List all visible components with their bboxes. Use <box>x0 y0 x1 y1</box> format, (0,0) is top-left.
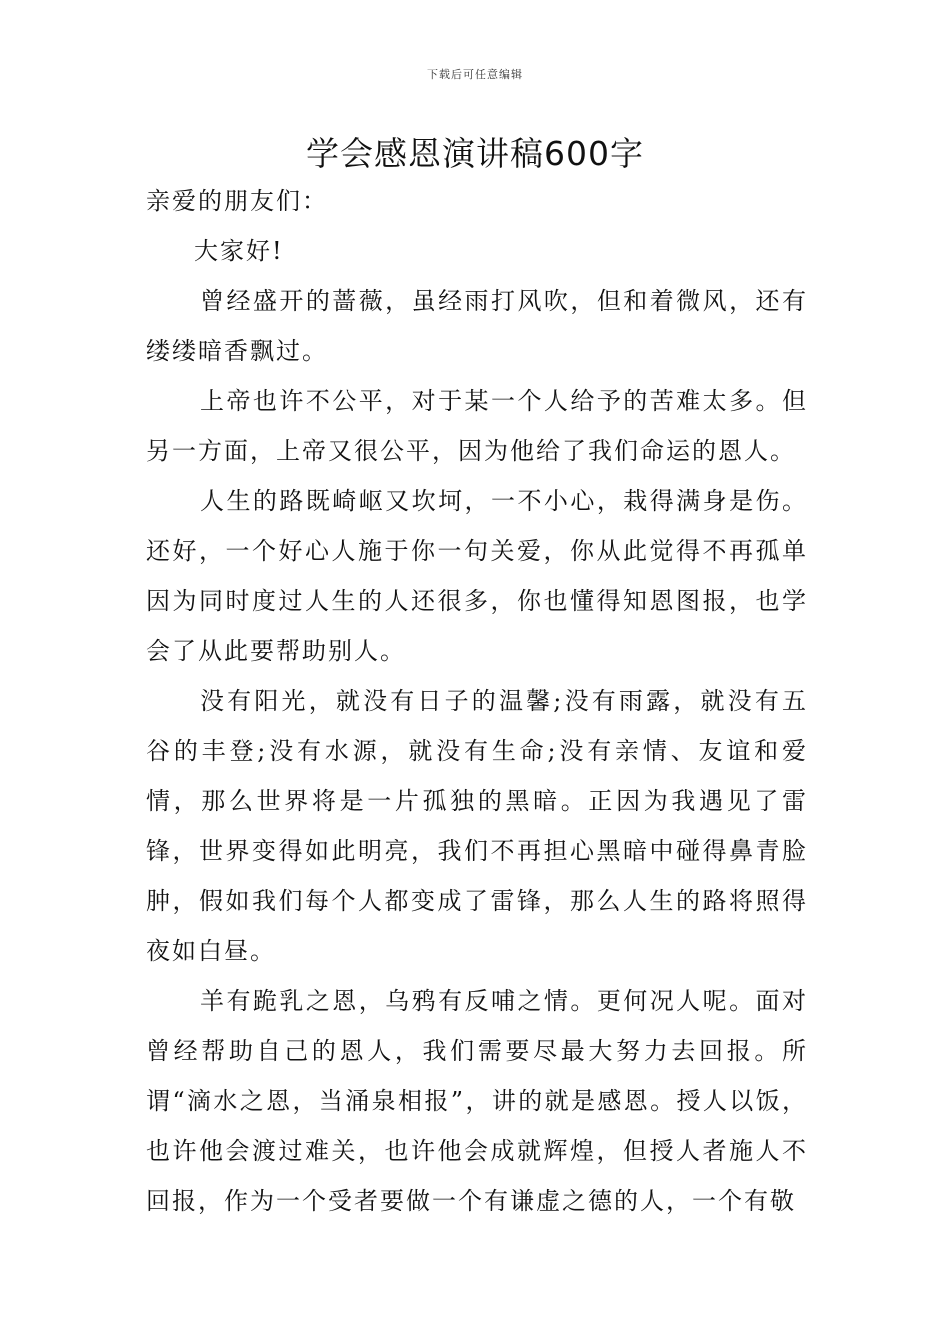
paragraph-1: 曾经盛开的蔷薇，虽经雨打风吹，但和着微风，还有缕缕暗香飘过。 <box>146 287 808 365</box>
paragraph-3: 人生的路既崎岖又坎坷，一不小心，栽得满身是伤。还好，一个好心人施于你一句关爱，你从此觉得不再孤单因为同时度过人生的人还很多，你也懂得知恩图报，也学会了从此要帮助别人。 <box>146 487 808 665</box>
greeting: 大家好! <box>194 237 284 265</box>
paragraph-4: 没有阳光，就没有日子的温馨;没有雨露，就没有五谷的丰登;没有水源，就没有生命;没有亲情、友谊和爱情，那么世界将是一片孤独的黑暗。正因为我遇见了雷锋，世界变得如此明亮，我们不再担心黑暗中碰得鼻青脸肿，假如我们每个人都变成了雷锋，那么人生的路将照得夜如白昼。 <box>146 687 808 965</box>
paragraph-5: 羊有跪乳之恩，乌鸦有反哺之情。更何况人呢。面对曾经帮助自己的恩人，我们需要尽最大努力去回报。所谓“滴水之恩，当涌泉相报”，讲的就是感恩。授人以饭，也许他会渡过难关，也许他会成就辉煌，但授人者施人不回报，作为一个受者要做一个有谦虚之德的人，一个有敬 <box>146 987 808 1215</box>
header-note: 下载后可任意编辑 <box>427 68 523 81</box>
page-title: 学会感恩演讲稿600字 <box>306 134 644 173</box>
document-body <box>146 176 808 1226</box>
salutation: 亲爱的朋友们： <box>146 187 328 215</box>
paragraph-2: 上帝也许不公平，对于某一个人给予的苦难太多。但另一方面，上帝又很公平，因为他给了我们命运的恩人。 <box>146 387 808 465</box>
